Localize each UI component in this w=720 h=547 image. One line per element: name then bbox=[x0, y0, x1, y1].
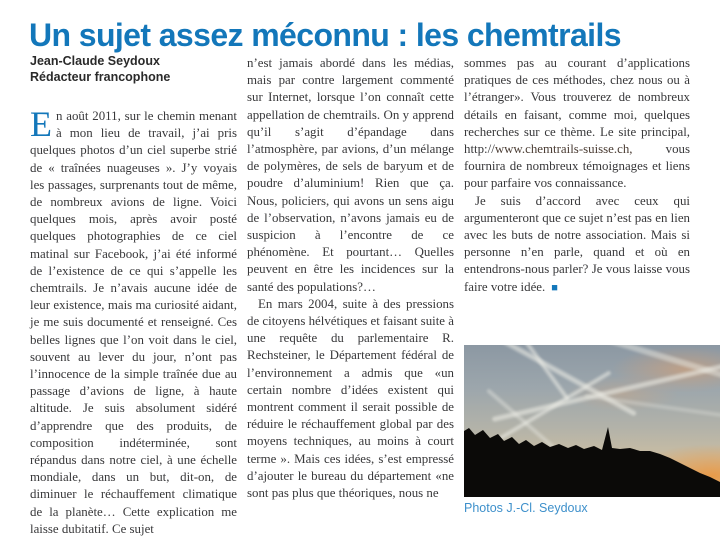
photo-caption: Photos J.-Cl. Seydoux bbox=[464, 501, 588, 515]
paragraph: n’est jamais abordé dans les médias, mais par contre largement commenté sur Internet, lorsque l’on connaît cette appellation de chemtrails. On y apprend qu’il s’agit d’épandage dans l’atmosphère, par avions, d’un mélange de polymères, de sels de baryum et de poudre d’aluminium! Rien que ça. Nous, policiers, qui avons un sens aigu de l’observation, n’avons jamais eu de suspicion à l’encontre de ce phénomène. Et pourtant… Quelles peuvent en être les incidences sur la santé des populations?… bbox=[247, 56, 454, 294]
text-column-1 bbox=[30, 104, 237, 538]
paragraph: En mars 2004, suite à des pressions de citoyens hélvétiques et faisant suite à une requête du parlementaire R. Rechsteiner, le Département fédéral de l’environnement a admis que «un certain nombre d’idées existent qui montrent comment il serait possible de réduire le réchauffement global par des moyens techniques, au moins à court terme ». Mais ces idées, s’est empressé d’ajouter le bureau du département «ne sont pas plus que théoriques, nous ne bbox=[247, 296, 454, 501]
paragraph-text: sommes pas au courant d’applications pratiques de ces méthodes, chez nous ou à l’étranger». Vous trouverez de nombreux détails en faisant, comme moi, quelques recherches sur ce thème. Le site principal, http:// bbox=[464, 56, 690, 157]
treeline-silhouette bbox=[464, 345, 720, 497]
author-name: Jean-Claude Seydoux bbox=[30, 54, 160, 68]
drop-cap: E bbox=[30, 104, 52, 144]
paragraph bbox=[464, 193, 690, 297]
website-url: www.chemtrails-suisse.ch, bbox=[494, 142, 633, 157]
author-block bbox=[30, 53, 170, 85]
paragraph-text: vous fournira de nombreux témoignages et liens pour parfaire vos connaissance. bbox=[464, 142, 690, 191]
paragraph-text: Je suis d’accord avec ceux qui argumenteront que ce sujet n’est pas en lien avec les buts de notre association. Mais si personne n’en parle, quand et où en entendrons-nous parler? Je vous laisse vous faire votre idée. bbox=[464, 193, 690, 294]
paragraph bbox=[30, 104, 237, 538]
paragraph bbox=[464, 55, 690, 193]
article-title: Un sujet assez méconnu : les chemtrails bbox=[29, 17, 621, 54]
text-column-3 bbox=[464, 55, 690, 297]
contrails-photo bbox=[464, 345, 720, 497]
author-role: Rédacteur francophone bbox=[30, 70, 171, 84]
paragraph-text: n août 2011, sur le chemin menant à mon lieu de travail, j’ai pris quelques photos d’un ciel superbe strié de « traînées nuageuses ». J’y voyais les passages, surprenants tout de même, de nombreux avions de ligne. Voici quelques mois, après avoir posté quelques photographies de ce ciel matinal sur Facebook, j’ai été informé de l’existence de ce qui s’appelle les chemtrails. Je n’avais aucune idée de leur existence, mais ma curiosité aidant, je me suis documenté et renseigné. Ces belles lignes que l’on voit dans le ciel, souvent au lever du jour, n’ont pas l’innocence de la simple traînée due au passage d’avions de ligne, à haute altitude. Je suis absolument sidéré d’apprendre que des produits, de composition indéterminée, sont répandus dans notre ciel, à une échelle mondiale, dans un but, dit-on, de diminuer le réchauffement climatique de la planète… Cette explication me laisse dubitatif. Ce sujet bbox=[30, 109, 237, 536]
end-of-article-square-icon: ■ bbox=[551, 281, 558, 294]
text-column-2 bbox=[247, 55, 454, 502]
